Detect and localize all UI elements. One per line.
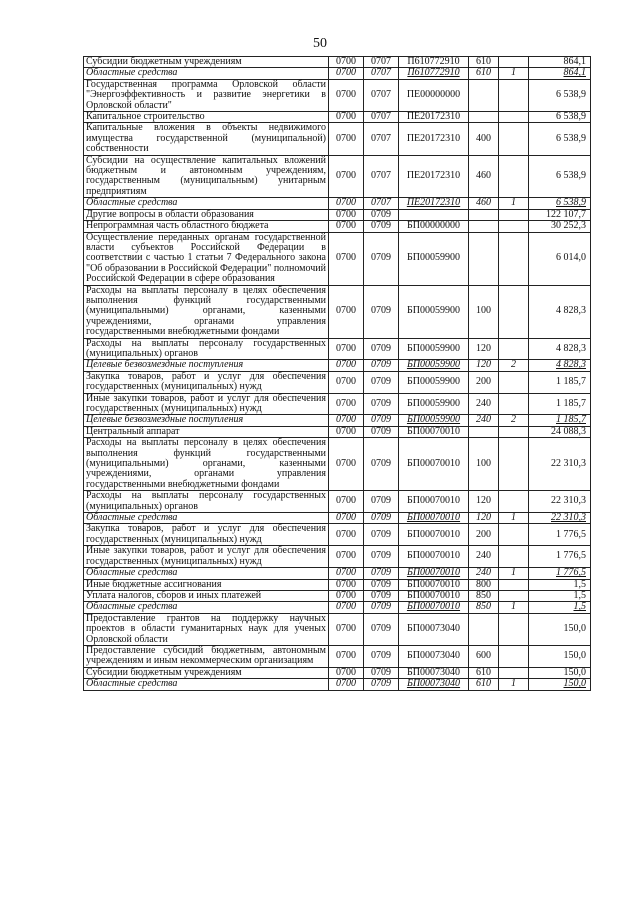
- row-target-article: БП00059900: [399, 285, 469, 338]
- row-section: 0700: [329, 79, 364, 111]
- row-target-article: БП00070010: [399, 513, 469, 524]
- row-funding-source: [499, 112, 529, 123]
- row-section: 0700: [329, 679, 364, 690]
- row-target-article: БП00059900: [399, 415, 469, 426]
- row-expense-type: 400: [469, 123, 499, 155]
- row-target-article: БП00059900: [399, 232, 469, 285]
- row-amount: 22 310,3: [529, 491, 591, 513]
- row-name: Иные бюджетные ассигнования: [84, 579, 329, 590]
- row-funding-source: [499, 491, 529, 513]
- row-amount: 30 252,3: [529, 221, 591, 232]
- row-name: Непрограммная часть областного бюджета: [84, 221, 329, 232]
- row-amount: 6 538,9: [529, 155, 591, 198]
- row-expense-type: 850: [469, 602, 499, 613]
- row-amount: 24 088,3: [529, 426, 591, 437]
- row-target-article: БП00073040: [399, 679, 469, 690]
- row-section: 0700: [329, 198, 364, 209]
- row-funding-source: [499, 209, 529, 220]
- row-name: Предоставление грантов на поддержку научных проектов в области гуманитарных наук для ученых Орловской области: [84, 613, 329, 645]
- row-amount: 1,5: [529, 579, 591, 590]
- table-row: [84, 198, 591, 209]
- row-section: 0700: [329, 209, 364, 220]
- row-amount: 1 185,7: [529, 415, 591, 426]
- row-subsection: 0707: [364, 155, 399, 198]
- row-section: 0700: [329, 645, 364, 667]
- row-expense-type: 850: [469, 590, 499, 601]
- row-name: Предоставление субсидий бюджетным, автономным учреждениям и иным некоммерческим организациям: [84, 645, 329, 667]
- row-name: Капитальное строительство: [84, 112, 329, 123]
- row-funding-source: [499, 57, 529, 68]
- row-expense-type: [469, 221, 499, 232]
- row-name: Областные средства: [84, 68, 329, 79]
- row-subsection: 0707: [364, 79, 399, 111]
- row-section: 0700: [329, 393, 364, 415]
- row-funding-source: [499, 155, 529, 198]
- row-section: 0700: [329, 602, 364, 613]
- row-section: 0700: [329, 232, 364, 285]
- row-name: Центральный аппарат: [84, 426, 329, 437]
- row-name: Областные средства: [84, 513, 329, 524]
- row-section: 0700: [329, 579, 364, 590]
- row-target-article: БП00073040: [399, 667, 469, 678]
- row-name: Другие вопросы в области образования: [84, 209, 329, 220]
- row-amount: 6 538,9: [529, 112, 591, 123]
- row-funding-source: [499, 123, 529, 155]
- table-row: [84, 613, 591, 645]
- row-name: Субсидии бюджетным учреждениям: [84, 57, 329, 68]
- row-subsection: 0709: [364, 415, 399, 426]
- row-target-article: БП00070010: [399, 602, 469, 613]
- row-name: Капитальные вложения в объекты недвижимого имущества государственной (муниципальной) собственности: [84, 123, 329, 155]
- row-expense-type: 240: [469, 546, 499, 568]
- row-funding-source: [499, 79, 529, 111]
- row-subsection: 0709: [364, 679, 399, 690]
- row-subsection: 0709: [364, 613, 399, 645]
- row-target-article: БП00059900: [399, 371, 469, 393]
- row-section: 0700: [329, 415, 364, 426]
- table-row: [84, 524, 591, 546]
- row-section: 0700: [329, 590, 364, 601]
- row-amount: 864,1: [529, 57, 591, 68]
- table-row: [84, 232, 591, 285]
- row-section: 0700: [329, 338, 364, 360]
- row-expense-type: 200: [469, 524, 499, 546]
- row-name: Расходы на выплаты персоналу в целях обеспечения выполнения функций государственными (муниципальными) органами, казенными учреждениями, органами управления государственными внебюджетными фондами: [84, 285, 329, 338]
- row-target-article: ПЕ20172310: [399, 198, 469, 209]
- row-expense-type: [469, 613, 499, 645]
- row-amount: 6 014,0: [529, 232, 591, 285]
- row-funding-source: [499, 579, 529, 590]
- table-row: [84, 513, 591, 524]
- table-row: [84, 590, 591, 601]
- row-name: Государственная программа Орловской области "Энергоэффективность и развитие энергетики в Орловской области": [84, 79, 329, 111]
- row-name: Расходы на выплаты персоналу государственных (муниципальных) органов: [84, 338, 329, 360]
- row-subsection: 0709: [364, 285, 399, 338]
- row-expense-type: 120: [469, 338, 499, 360]
- row-funding-source: [499, 426, 529, 437]
- row-expense-type: [469, 426, 499, 437]
- table-row: [84, 221, 591, 232]
- row-amount: 6 538,9: [529, 198, 591, 209]
- row-subsection: 0707: [364, 57, 399, 68]
- row-subsection: 0707: [364, 198, 399, 209]
- row-amount: 1 185,7: [529, 371, 591, 393]
- row-section: 0700: [329, 513, 364, 524]
- row-funding-source: [499, 667, 529, 678]
- row-subsection: 0709: [364, 491, 399, 513]
- row-name: Целевые безвозмездные поступления: [84, 360, 329, 371]
- row-expense-type: 460: [469, 198, 499, 209]
- row-section: 0700: [329, 155, 364, 198]
- row-section: 0700: [329, 438, 364, 491]
- row-section: 0700: [329, 568, 364, 579]
- row-amount: 22 310,3: [529, 438, 591, 491]
- row-funding-source: [499, 371, 529, 393]
- row-name: Областные средства: [84, 679, 329, 690]
- row-target-article: БП00070010: [399, 579, 469, 590]
- row-name: Иные закупки товаров, работ и услуг для обеспечения государственных (муниципальных) нужд: [84, 546, 329, 568]
- table-row: [84, 371, 591, 393]
- row-target-article: БП00070010: [399, 524, 469, 546]
- row-amount: 1,5: [529, 590, 591, 601]
- row-funding-source: [499, 613, 529, 645]
- row-target-article: БП00059900: [399, 360, 469, 371]
- row-target-article: ПЕ00000000: [399, 79, 469, 111]
- row-funding-source: [499, 232, 529, 285]
- row-target-article: ПЕ20172310: [399, 112, 469, 123]
- table-row: [84, 568, 591, 579]
- row-target-article: БП00070010: [399, 590, 469, 601]
- table-row: [84, 491, 591, 513]
- row-subsection: 0709: [364, 602, 399, 613]
- table-row: [84, 602, 591, 613]
- row-section: 0700: [329, 426, 364, 437]
- table-row: [84, 123, 591, 155]
- table-row: [84, 426, 591, 437]
- row-funding-source: 1: [499, 602, 529, 613]
- row-subsection: 0709: [364, 221, 399, 232]
- row-expense-type: 240: [469, 568, 499, 579]
- row-amount: 4 828,3: [529, 285, 591, 338]
- row-subsection: 0709: [364, 393, 399, 415]
- row-amount: 6 538,9: [529, 123, 591, 155]
- row-expense-type: 100: [469, 285, 499, 338]
- row-amount: 1 776,5: [529, 546, 591, 568]
- row-section: 0700: [329, 667, 364, 678]
- table-row: [84, 393, 591, 415]
- row-section: 0700: [329, 57, 364, 68]
- row-amount: 150,0: [529, 667, 591, 678]
- table-row: [84, 679, 591, 690]
- row-name: Расходы на выплаты персоналу в целях обеспечения выполнения функций государственными (муниципальными) органами, казенными учреждениями, органами управления государственными внебюджетными фондами: [84, 438, 329, 491]
- row-amount: 1 776,5: [529, 524, 591, 546]
- row-name: Областные средства: [84, 602, 329, 613]
- row-funding-source: 1: [499, 68, 529, 79]
- row-funding-source: [499, 590, 529, 601]
- row-funding-source: 1: [499, 568, 529, 579]
- row-subsection: 0709: [364, 438, 399, 491]
- row-target-article: БП00073040: [399, 613, 469, 645]
- row-target-article: БП00073040: [399, 645, 469, 667]
- row-amount: 6 538,9: [529, 79, 591, 111]
- row-expense-type: [469, 79, 499, 111]
- row-amount: 1 776,5: [529, 568, 591, 579]
- row-expense-type: 100: [469, 438, 499, 491]
- row-expense-type: 120: [469, 491, 499, 513]
- row-target-article: БП00070010: [399, 491, 469, 513]
- row-expense-type: 610: [469, 679, 499, 690]
- row-amount: 1 185,7: [529, 393, 591, 415]
- table-row: [84, 360, 591, 371]
- row-name: Закупка товаров, работ и услуг для обеспечения государственных (муниципальных) нужд: [84, 524, 329, 546]
- row-funding-source: [499, 645, 529, 667]
- row-section: 0700: [329, 68, 364, 79]
- row-expense-type: [469, 209, 499, 220]
- row-expense-type: 460: [469, 155, 499, 198]
- row-name: Осуществление переданных органам государственной власти субъектов Российской Федерации в соответствии с частью 1 статьи 7 Федерального закона "Об образовании в Российской Федерации" полномочий Российской Федерации в сфере образования: [84, 232, 329, 285]
- row-amount: 864,1: [529, 68, 591, 79]
- row-subsection: 0709: [364, 524, 399, 546]
- row-expense-type: [469, 232, 499, 285]
- row-funding-source: [499, 524, 529, 546]
- row-name: Расходы на выплаты персоналу государственных (муниципальных) органов: [84, 491, 329, 513]
- row-section: 0700: [329, 491, 364, 513]
- row-subsection: 0709: [364, 371, 399, 393]
- row-amount: 22 310,3: [529, 513, 591, 524]
- budget-table-body: [84, 57, 591, 691]
- table-row: [84, 285, 591, 338]
- row-target-article: БП00059900: [399, 338, 469, 360]
- row-subsection: 0709: [364, 360, 399, 371]
- table-row: [84, 546, 591, 568]
- page-number: 50: [313, 36, 327, 51]
- row-target-article: ПЕ20172310: [399, 123, 469, 155]
- row-amount: 122 107,7: [529, 209, 591, 220]
- row-funding-source: [499, 338, 529, 360]
- row-section: 0700: [329, 221, 364, 232]
- row-expense-type: 610: [469, 667, 499, 678]
- row-expense-type: 600: [469, 645, 499, 667]
- row-section: 0700: [329, 123, 364, 155]
- budget-table: [83, 56, 591, 691]
- row-section: 0700: [329, 546, 364, 568]
- row-expense-type: [469, 112, 499, 123]
- row-section: 0700: [329, 371, 364, 393]
- table-row: [84, 645, 591, 667]
- row-amount: 1,5: [529, 602, 591, 613]
- row-expense-type: 120: [469, 513, 499, 524]
- row-name: Субсидии на осуществление капитальных вложений бюджетным и автономным учреждениям, государственным (муниципальным) унитарным предприятиям: [84, 155, 329, 198]
- table-row: [84, 57, 591, 68]
- row-amount: 150,0: [529, 613, 591, 645]
- row-target-article: БП00070010: [399, 438, 469, 491]
- row-section: 0700: [329, 613, 364, 645]
- row-funding-source: [499, 285, 529, 338]
- row-expense-type: 610: [469, 57, 499, 68]
- row-target-article: БП00070010: [399, 426, 469, 437]
- row-funding-source: 1: [499, 513, 529, 524]
- row-amount: 150,0: [529, 679, 591, 690]
- row-target-article: П610772910: [399, 57, 469, 68]
- row-subsection: 0709: [364, 513, 399, 524]
- row-amount: 150,0: [529, 645, 591, 667]
- table-row: [84, 68, 591, 79]
- table-row: [84, 112, 591, 123]
- row-expense-type: 800: [469, 579, 499, 590]
- table-row: [84, 155, 591, 198]
- row-funding-source: 2: [499, 415, 529, 426]
- row-name: Целевые безвозмездные поступления: [84, 415, 329, 426]
- row-name: Субсидии бюджетным учреждениям: [84, 667, 329, 678]
- row-amount: 4 828,3: [529, 338, 591, 360]
- row-name: Иные закупки товаров, работ и услуг для обеспечения государственных (муниципальных) нужд: [84, 393, 329, 415]
- row-target-article: БП00059900: [399, 393, 469, 415]
- row-expense-type: 200: [469, 371, 499, 393]
- row-target-article: БП00000000: [399, 221, 469, 232]
- row-expense-type: 120: [469, 360, 499, 371]
- row-subsection: 0709: [364, 232, 399, 285]
- row-target-article: ПЕ20172310: [399, 155, 469, 198]
- row-funding-source: 2: [499, 360, 529, 371]
- row-target-article: П610772910: [399, 68, 469, 79]
- row-subsection: 0709: [364, 209, 399, 220]
- row-target-article: БП00070010: [399, 568, 469, 579]
- row-amount: 4 828,3: [529, 360, 591, 371]
- row-section: 0700: [329, 524, 364, 546]
- table-row: [84, 79, 591, 111]
- row-target-article: БП00070010: [399, 546, 469, 568]
- row-subsection: 0707: [364, 112, 399, 123]
- row-name: Закупка товаров, работ и услуг для обеспечения государственных (муниципальных) нужд: [84, 371, 329, 393]
- row-section: 0700: [329, 360, 364, 371]
- row-subsection: 0709: [364, 667, 399, 678]
- table-row: [84, 667, 591, 678]
- row-subsection: 0709: [364, 568, 399, 579]
- row-funding-source: [499, 438, 529, 491]
- row-subsection: 0709: [364, 426, 399, 437]
- row-expense-type: 610: [469, 68, 499, 79]
- row-subsection: 0709: [364, 546, 399, 568]
- row-name: Областные средства: [84, 568, 329, 579]
- row-section: 0700: [329, 112, 364, 123]
- row-section: 0700: [329, 285, 364, 338]
- row-name: Уплата налогов, сборов и иных платежей: [84, 590, 329, 601]
- table-row: [84, 209, 591, 220]
- row-name: Областные средства: [84, 198, 329, 209]
- row-subsection: 0707: [364, 123, 399, 155]
- row-funding-source: [499, 546, 529, 568]
- row-funding-source: 1: [499, 198, 529, 209]
- table-row: [84, 438, 591, 491]
- row-subsection: 0709: [364, 645, 399, 667]
- row-funding-source: [499, 221, 529, 232]
- table-row: [84, 338, 591, 360]
- row-funding-source: [499, 393, 529, 415]
- row-subsection: 0709: [364, 579, 399, 590]
- row-subsection: 0707: [364, 68, 399, 79]
- row-subsection: 0709: [364, 590, 399, 601]
- table-row: [84, 415, 591, 426]
- row-subsection: 0709: [364, 338, 399, 360]
- row-target-article: [399, 209, 469, 220]
- row-funding-source: 1: [499, 679, 529, 690]
- table-row: [84, 579, 591, 590]
- row-expense-type: 240: [469, 415, 499, 426]
- row-expense-type: 240: [469, 393, 499, 415]
